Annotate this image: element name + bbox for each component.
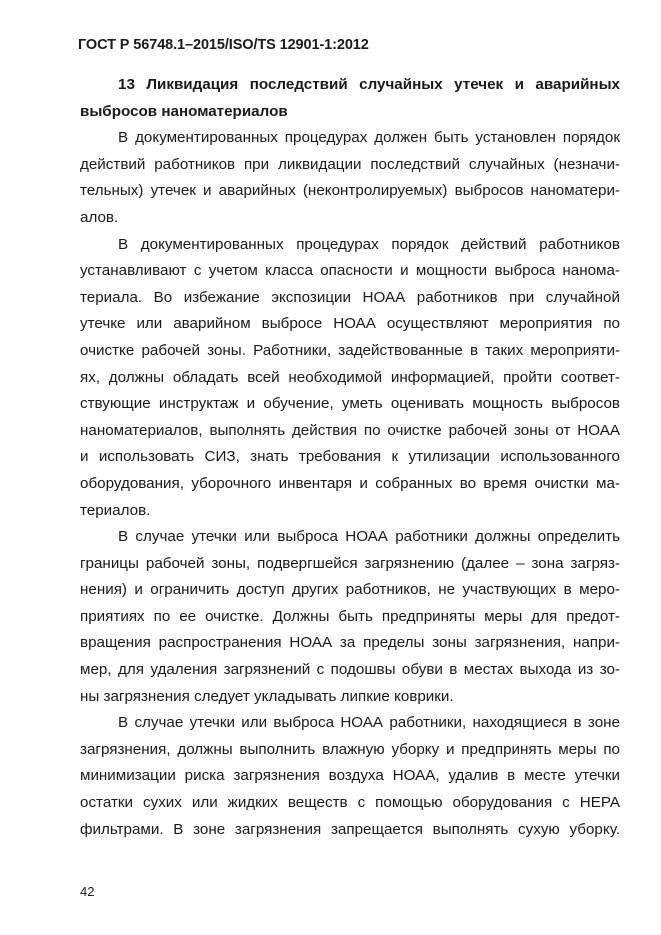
standard-header: ГОСТ Р 56748.1–2015/ISO/TS 12901-1:2012 bbox=[78, 37, 369, 53]
text-line: границы рабочей зоны, подвергшейся загрязнению (далее – зона загряз- bbox=[80, 554, 620, 572]
text-line: ны загрязнения следует укладывать липкие коврики. bbox=[80, 687, 454, 705]
text-line: фильтрами. В зоне загрязнения запрещается выполнять сухую уборку. bbox=[80, 820, 620, 838]
paragraph-2 bbox=[80, 232, 620, 525]
text-line: ствующие инструктаж и обучение, уметь оценивать мощность выбросов bbox=[80, 395, 620, 413]
text-line: остатки сухих или жидких веществ с помощью оборудования с HEPA bbox=[80, 794, 620, 812]
text-line: вращения распространения НОАА за пределы зоны загрязнения, напри- bbox=[80, 634, 620, 652]
text-line: очистке рабочей зоны. Работники, задействованные в таких мероприяти- bbox=[80, 341, 620, 359]
text-line: устанавливают с учетом класса опасности и мощности выброса нанома- bbox=[80, 262, 620, 280]
section-heading-line: выбросов наноматериалов bbox=[80, 102, 288, 120]
section-heading-line: 13 Ликвидация последствий случайных утечек и аварийных bbox=[118, 76, 620, 93]
text-line: наноматериалов, выполнять действия по очистке рабочей зоны от НОАА bbox=[80, 421, 620, 439]
text-line: В документированных процедурах порядок действий работников bbox=[118, 235, 620, 253]
section-heading bbox=[80, 72, 620, 125]
text-line: ях, должны обладать всей необходимой информацией, пройти соответ- bbox=[80, 368, 620, 386]
text-line: алов. bbox=[80, 208, 119, 226]
text-line: мер, для удаления загрязнений с подошвы обуви в местах выхода из зо- bbox=[80, 661, 620, 679]
paragraph-4 bbox=[80, 710, 620, 843]
page-number: 42 bbox=[80, 884, 95, 899]
page-body bbox=[80, 72, 620, 843]
text-line: В случае утечки или выброса НОАА работники должны определить bbox=[118, 528, 620, 546]
text-line: териалов. bbox=[80, 501, 151, 519]
paragraph-3 bbox=[80, 524, 620, 710]
text-line: приятиях по ее очистке. Должны быть предприняты меры для предот- bbox=[80, 607, 620, 625]
paragraph-1 bbox=[80, 125, 620, 231]
text-line: оборудования, уборочного инвентаря и собранных во время очистки ма- bbox=[80, 474, 620, 492]
text-line: загрязнения, должны выполнить влажную уборку и предпринять меры по bbox=[80, 740, 620, 758]
text-line: В документированных процедурах должен быть установлен порядок bbox=[118, 129, 620, 147]
text-line: утечке или аварийном выбросе НОАА осуществляют мероприятия по bbox=[80, 315, 620, 333]
text-line: действий работников при ликвидации последствий случайных (незначи- bbox=[80, 155, 620, 173]
text-line: минимизации риска загрязнения воздуха НОАА, удалив в месте утечки bbox=[80, 767, 620, 785]
text-line: нения) и ограничить доступ других работников, не участвующих в меро- bbox=[80, 581, 620, 599]
text-line: териала. Во избежание экспозиции НОАА работников при случайной bbox=[80, 288, 620, 306]
text-line: и использовать СИЗ, знать требования к утилизации использованного bbox=[80, 448, 620, 466]
text-line: тельных) утечек и аварийных (неконтролируемых) выбросов наноматери- bbox=[80, 182, 620, 200]
text-line: В случае утечки или выброса НОАА работники, находящиеся в зоне bbox=[118, 714, 620, 732]
